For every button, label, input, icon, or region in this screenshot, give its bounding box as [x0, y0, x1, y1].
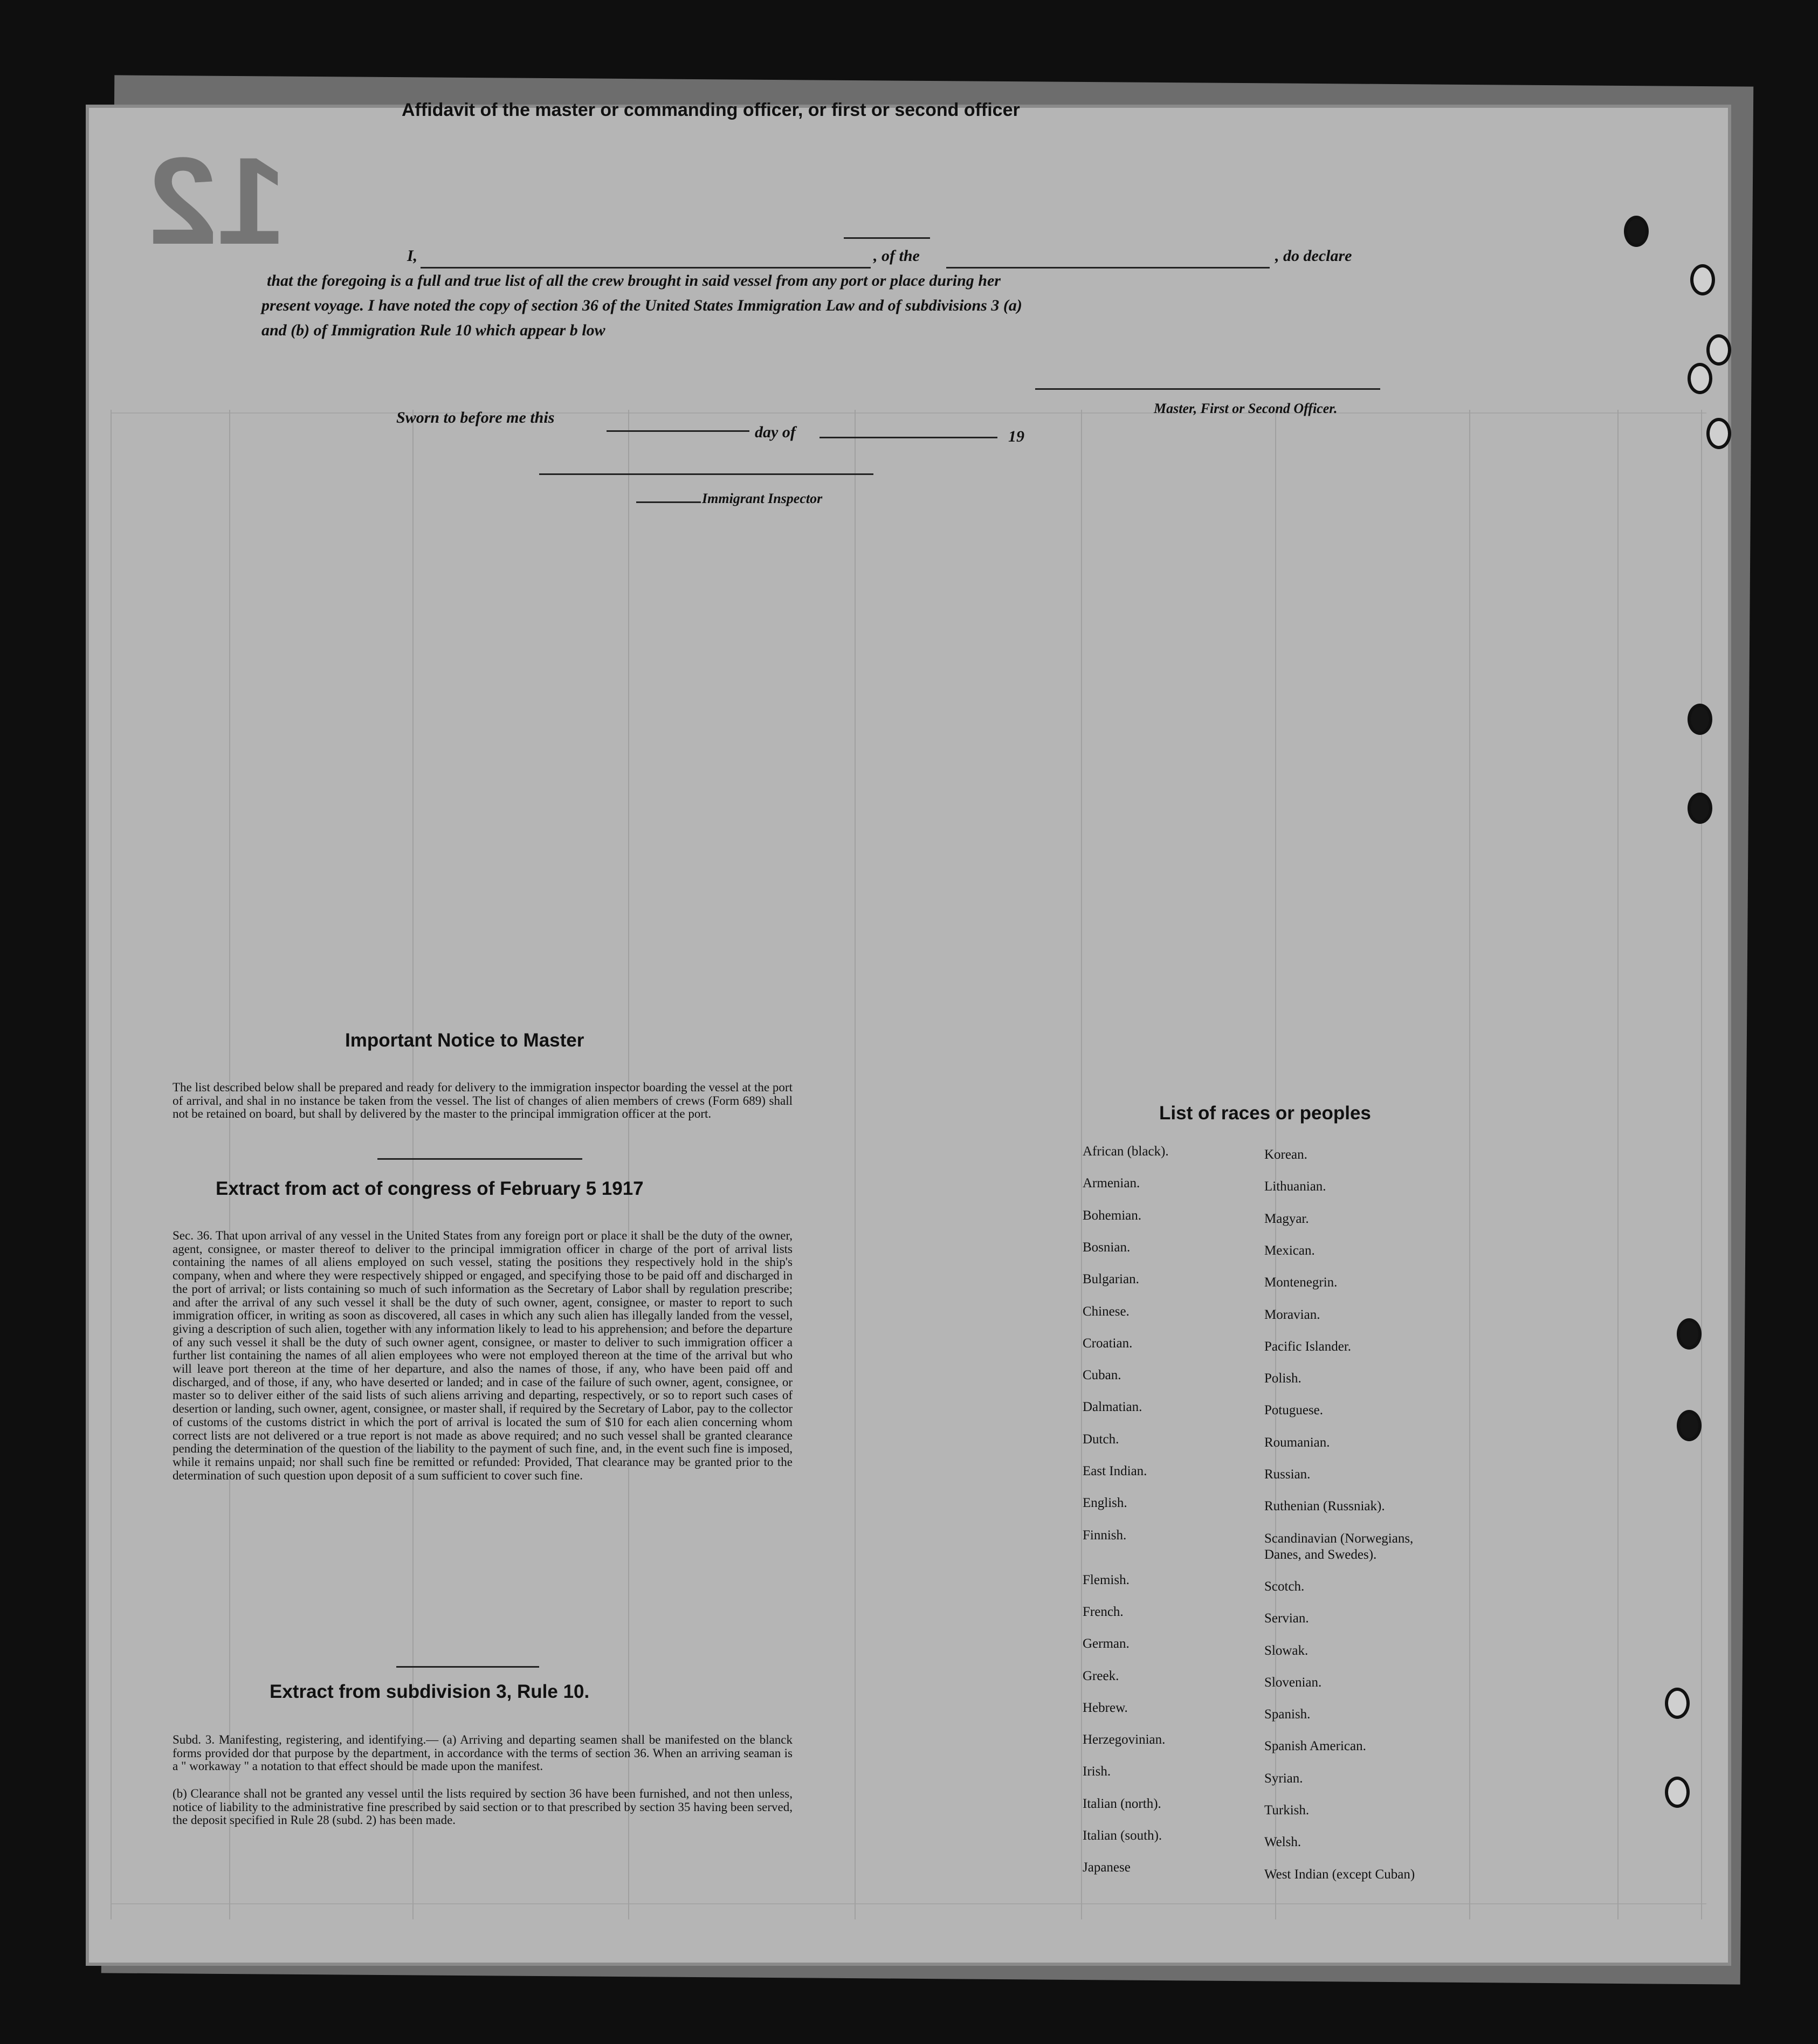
race-item: Hebrew. [1083, 1700, 1128, 1715]
bleed-through-page-number: 12 [148, 132, 286, 270]
punch-hole [1688, 793, 1712, 824]
bleed-grid-line [1469, 410, 1470, 1919]
punch-hole [1688, 704, 1712, 735]
race-item: West Indian (except Cuban) [1264, 1867, 1415, 1882]
race-item: French. [1083, 1604, 1124, 1619]
divider [396, 1666, 539, 1668]
race-item: Dalmatian. [1083, 1400, 1142, 1415]
year-label: 19 [1008, 428, 1024, 445]
rule-extract-title: Extract from subdivision 3, Rule 10. [270, 1681, 590, 1702]
race-item: Syrian. [1264, 1771, 1303, 1786]
race-item: Turkish. [1264, 1803, 1310, 1818]
race-item: Spanish. [1264, 1707, 1311, 1722]
bleed-grid-line [1275, 410, 1276, 1919]
sworn-month-field[interactable] [820, 437, 997, 438]
inspector-signature-field[interactable] [539, 473, 873, 475]
rule-extract-body-a: Subd. 3. Manifesting, registering, and identifying.— (a) Arriving and departing seamen shall be manifested on the blanck forms provided dor that purpose by the department, in accordance with the terms of section 36. When an arriving seaman is a " workaway " a notation to that effect should be made upon the manifest. [173, 1733, 793, 1773]
signature-field[interactable] [1035, 388, 1380, 390]
act-extract-title: Extract from act of congress of February 5 1917 [216, 1178, 644, 1199]
title-underline [844, 237, 930, 239]
race-item: Greek. [1083, 1668, 1119, 1683]
race-item: Scandinavian (Norwegians, [1264, 1531, 1414, 1546]
race-item: Pacific Islander. [1264, 1339, 1352, 1354]
race-item: Montenegrin. [1264, 1275, 1338, 1290]
race-item: Russian. [1264, 1467, 1311, 1482]
sworn-day-field[interactable] [607, 430, 749, 432]
inspector-field[interactable] [636, 501, 701, 503]
bleed-grid-line [1081, 410, 1082, 1919]
race-item: Spanish American. [1264, 1739, 1366, 1754]
race-item: East Indian. [1083, 1464, 1147, 1478]
race-item: Irish. [1083, 1764, 1111, 1779]
race-item: Flemish. [1083, 1572, 1130, 1587]
bleed-grid-line [229, 410, 230, 1919]
act-extract-body: Sec. 36. That upon arrival of any vessel in the United States from any foreign port or place it shall be the duty of the owner, agent, consignee, or master thereof to deliver to the principal immigration officer in charge of the port of arrival lists containing the names of all aliens employed on such vessel, stating the positions they respectively hold in the ship's company, when and where they were respectively shipped or engaged, and specifying those to be paid off and discharged in the port of arrival; or lists containing so much of such information as the Secretary of Labor shall by regulation prescribe; and after the arrival of any such vessel it shall be the duty of such owner, agent, consignee, or master to report to such immigration officer, in writing as soon as discovered, all cases in which any such alien has illegally landed from the vessel, giving a description of such alien, together with any information likely to lead to his apprehension; and before the departure of any such vessel it shall be the duty of such owner agent, consignee, or master to deliver to such immigration officer a further list containing the names of all alien employees who were not employed thereon at the time of the arrival but who will leave port thereon at the time of her departure, and also the names of those, if any, who have been paid off and discharged, and of those, if any, who have deserted or landed; and in case of the failure of such owner, agent, consignee, or master so to deliver either of the said lists of such aliens arriving and departing, respectively, or so to report such cases of desertion or landing, such owner, agent, consignee, or master shall, if required by the Secretary of Labor, pay to the collector of customs of the customs district in which the port of arrival is located the sum of $10 for each alien concerning whom correct lists are not delivered or a true report is not made as above required; and no such vessel shall be granted clearance pending the determination of the question of the liability to the payment of such fine, and, in the event such fine is imposed, while it remains unpaid; nor shall such fine be remitted or refunded: Provided, That clearance may be granted prior to the determination of such question upon deposit of a sum sufficient to cover such fine. [173, 1229, 793, 1482]
race-item: Slowak. [1264, 1643, 1309, 1658]
affidavit-of-the: , of the [873, 247, 920, 265]
race-item: Bulgarian. [1083, 1272, 1139, 1287]
day-of-label: day of [755, 423, 796, 441]
punch-hole [1665, 1688, 1690, 1719]
race-item: Chinese. [1083, 1304, 1130, 1319]
affidavit-line-4: and (b) of Immigration Rule 10 which appear b low [261, 321, 605, 339]
affidavit-i: I, [407, 247, 418, 265]
rule-extract-body-b: (b) Clearance shall not be granted any vessel until the lists required by section 36 have been furnished, and not then unless, notice of liability to the administrative fine prescribed by said section or to that prescribed by section 35 having been served, the deposit specified in Rule 28 (subd. 2) has been made. [173, 1787, 793, 1827]
notice-body: The list described below shall be prepared and ready for delivery to the immigration inspector boarding the vessel at the port of arrival, and shal in no instance be taken from the vessel. The list of changes of alien members of crews (Form 689) shall not be retained on board, but shall by delivered by the master to the principal immigration officer at the port. [173, 1081, 793, 1121]
affidavit-declare: , do declare [1275, 247, 1352, 265]
bleed-grid-line [111, 1903, 1706, 1904]
notice-title: Important Notice to Master [345, 1030, 584, 1051]
race-item: Bohemian. [1083, 1208, 1142, 1223]
race-item: Mexican. [1264, 1243, 1315, 1258]
race-item: Croatian. [1083, 1336, 1133, 1351]
signature-label: Master, First or Second Officer. [1154, 401, 1338, 416]
bleed-grid-line [1701, 410, 1702, 1919]
races-title: List of races or peoples [1159, 1103, 1371, 1124]
punch-hole [1706, 418, 1731, 449]
race-item: Slovenian. [1264, 1675, 1322, 1690]
bleed-grid-line [111, 410, 112, 1919]
race-item: Moravian. [1264, 1307, 1320, 1322]
race-item: Bosnian. [1083, 1240, 1131, 1255]
race-item: Italian (north). [1083, 1796, 1161, 1811]
affidavit-line-2: that the foregoing is a full and true list of all the crew brought in said vessel from any port or place during her [267, 272, 1001, 290]
race-item: Japanese [1083, 1860, 1131, 1875]
race-item: Roumanian. [1264, 1435, 1330, 1450]
race-item: Herzegovinian. [1083, 1732, 1166, 1747]
race-item: Dutch. [1083, 1432, 1119, 1447]
punch-hole [1690, 264, 1715, 295]
punch-hole [1677, 1410, 1702, 1441]
race-item: Armenian. [1083, 1176, 1140, 1191]
race-item: Servian. [1264, 1611, 1309, 1626]
punch-hole [1677, 1318, 1702, 1350]
race-item: English. [1083, 1496, 1127, 1511]
race-item: Ruthenian (Russniak). [1264, 1499, 1385, 1514]
race-item: Lithuanian. [1264, 1179, 1326, 1194]
bleed-grid-line [111, 412, 1706, 414]
divider [377, 1158, 582, 1160]
bleed-grid-line [628, 410, 629, 1919]
race-item: Scotch. [1264, 1579, 1305, 1594]
race-item: Danes, and Swedes). [1264, 1547, 1377, 1562]
sworn-label: Sworn to before me this [396, 409, 555, 426]
affidavit-line-3: present voyage. I have noted the copy of section 36 of the United States Immigration Law and of subdivisions 3 (a) [261, 297, 1022, 314]
race-item: Magyar. [1264, 1211, 1309, 1226]
race-item: Welsh. [1264, 1835, 1301, 1850]
race-item: Italian (south). [1083, 1828, 1162, 1843]
race-item: Cuban. [1083, 1368, 1121, 1383]
race-item: German. [1083, 1636, 1130, 1651]
race-item: African (black). [1083, 1144, 1169, 1159]
race-item: Polish. [1264, 1371, 1301, 1386]
punch-hole [1706, 334, 1731, 366]
affidavit-title: Affidavit of the master or commanding officer, or first or second officer [402, 100, 1020, 120]
race-item: Finnish. [1083, 1527, 1127, 1543]
punch-hole [1624, 216, 1649, 247]
bleed-grid-line [855, 410, 856, 1919]
bleed-grid-line [1617, 410, 1619, 1919]
inspector-label: Immigrant Inspector [702, 491, 823, 506]
race-item: Potuguese. [1264, 1403, 1324, 1418]
punch-hole [1688, 363, 1712, 394]
punch-hole [1665, 1777, 1690, 1808]
race-item: Korean. [1264, 1147, 1307, 1162]
